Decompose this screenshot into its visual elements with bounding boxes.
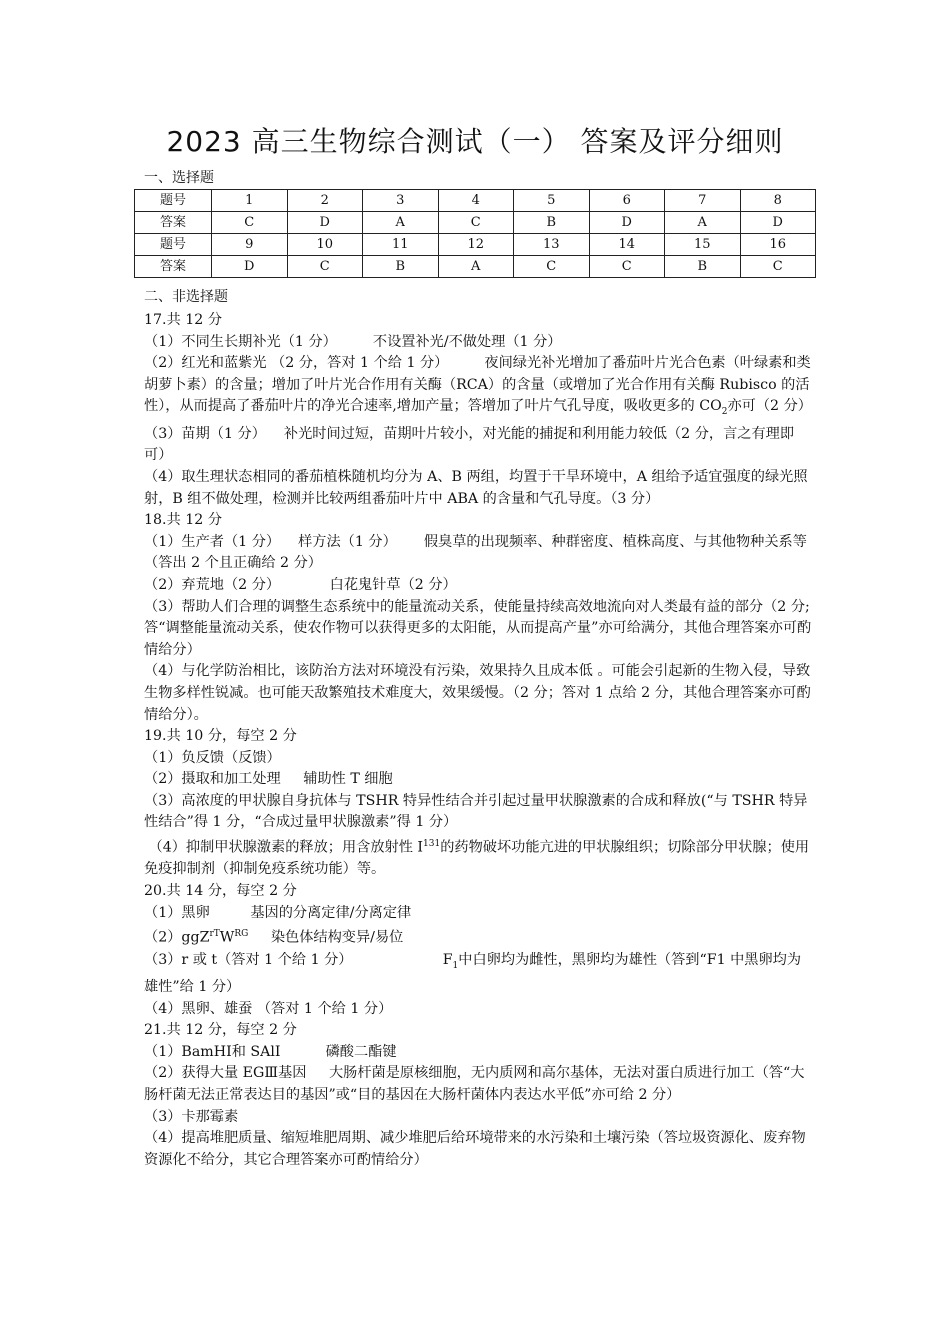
answer-table-cell: A — [363, 212, 439, 234]
answer-table-row — [135, 234, 816, 256]
page-title: 2023 高三生物综合测试（一） 答案及评分细则 — [166, 125, 784, 158]
answer-table-cell: D — [287, 212, 363, 234]
answer-table-cell: D — [212, 256, 288, 278]
q19-answer-2: （2）摄取和加工处理 辅助性 T 细胞 — [144, 771, 393, 788]
answer-table-cell: A — [438, 256, 514, 278]
q21-answer-2: （2）获得大量 EGⅢ基因 大肠杆菌是原核细胞，无内质网和高尔基体，无法对蛋白质进行加工（答“大肠杆菌无法正常表达目的基因”或“目的基因在大肠杆菌体内表达水平低”亦可给 2 分） — [144, 1065, 805, 1103]
answer-table-row-label: 题号 — [135, 234, 212, 256]
answer-table-cell: C — [287, 256, 363, 278]
q21-heading: 21.共 12 分，每空 2 分 — [144, 1022, 297, 1039]
q17-answer-4: （4）取生理状态相同的番茄植株随机均分为 A、B 两组，均置于干旱环境中，A 组给予适宜强度的绿光照射，B 组不做处理，检测并比较两组番茄叶片中 ABA 的含量和气孔导度。（3 分） — [144, 468, 808, 507]
answer-table-cell: 11 — [363, 234, 439, 256]
answer-table-row — [135, 212, 816, 234]
answer-table-cell: 12 — [438, 234, 514, 256]
answer-table-row-label: 题号 — [135, 190, 212, 212]
answer-table-row — [135, 256, 816, 278]
q19-answer-1: （1）负反馈（反馈） — [144, 749, 281, 766]
section-non-choice: 二、非选择题 — [144, 289, 228, 305]
q20-heading: 20.共 14 分，每空 2 分 — [144, 883, 297, 899]
q17-answer-1: （1）不同生长期补光（1 分） 不设置补光/不做处理（1 分） — [144, 333, 562, 350]
section-multiple-choice: 一、选择题 — [144, 170, 214, 186]
answer-table-cell: 2 — [287, 190, 363, 212]
answer-table-cell: C — [438, 212, 514, 234]
q17-heading: 17.共 12 分 — [144, 312, 223, 328]
answer-table-cell: C — [212, 212, 288, 234]
q19-answer-4: （4）抑制甲状腺激素的释放；用含放射性 $I^{131}$的药物破坏功能亢进的甲状腺组织；切除部分甲状腺；使用免疫抑制剂（抑制免疫系统功能）等。 — [144, 839, 810, 878]
answer-table-cell: C — [589, 256, 665, 278]
answer-table-cell: C — [514, 256, 590, 278]
q18-answer-3: （3）帮助人们合理的调整生态系统中的能量流动关系，使能量持续高效地流向对人类最有益的部分（2 分;答“调整能量流动关系，使农作物可以获得更多的太阳能，从而提高产量”亦可给满分，其他合理答案亦可酌情给分） — [144, 598, 812, 658]
answer-table-cell: B — [363, 256, 439, 278]
answers-body — [144, 310, 812, 1171]
q20-answer-2: $(2)ggZ^{rT}W^{RG}$ 染色体结构变异/易位 — [144, 929, 404, 946]
q20-answer-1: （1）黑卵 基因的分离定律/分离定律 — [144, 904, 412, 921]
q19-heading: 19.共 10 分，每空 2 分 — [144, 728, 297, 745]
answer-table-row-label: 答案 — [135, 256, 212, 278]
answer-table-cell: B — [514, 212, 590, 234]
q19-answer-3: （3）高浓度的甲状腺自身抗体与 TSHR 特异性结合并引起过量甲状腺激素的合成和释放(“与 TSHR 特异性结合”得 1 分，“合成过量甲状腺激素”得 1 分） — [144, 792, 808, 831]
q20-answer-4: （4）黑卵、雄蚕 （答对 1 个给 1 分） — [144, 1000, 393, 1017]
q18-heading: 18.共 12 分 — [144, 512, 223, 529]
q21-answer-1: （1）BamHⅠ和 SAlⅠ 磷酸二酯键 — [144, 1043, 397, 1060]
answer-table-cell: 5 — [514, 190, 590, 212]
answer-table-row — [135, 190, 816, 212]
answer-table-cell: 10 — [287, 234, 363, 256]
answer-table-cell: D — [589, 212, 665, 234]
q18-answer-1: （1）生产者（1 分） 样方法（1 分） 假臭草的出现频率、种群密度、植株高度、与其他物种关系等（答出 2 个且正确给 2 分） — [144, 533, 807, 572]
answer-table-cell: 9 — [212, 234, 288, 256]
q20-answer-3: （3）r 或 t（答对 1 个给 1 分） $F_1$中白卵均为雌性，黑卵均为雄性（答到“F1 中黑卵均为雄性”给 1 分） — [144, 951, 802, 995]
q18-answer-2: （2）弃荒地（2 分） 白花鬼针草（2 分） — [144, 576, 457, 593]
q21-answer-3: （3）卡那霉素 — [144, 1108, 239, 1125]
q17-answer-3: （3）苗期（1 分） 补光时间过短，苗期叶片较小，对光能的捕捉和利用能力较低（2 分，言之有理即可） — [144, 425, 795, 464]
answer-table — [134, 189, 816, 278]
q18-answer-4: （4）与化学防治相比，该防治方法对环境没有污染，效果持久且成本低 。可能会引起新的生物入侵，导致生物多样性锐减。也可能天敌繁殖技术难度大，效果缓慢。（2 分；答对 1 点给 2 分，其他合理答案亦可酌情给分）。 — [144, 663, 811, 723]
answer-table-cell: 3 — [363, 190, 439, 212]
answer-table-cell: 8 — [740, 190, 816, 212]
answer-table-row-label: 答案 — [135, 212, 212, 234]
answer-table-cell: 13 — [514, 234, 590, 256]
answer-table-cell: 16 — [740, 234, 816, 256]
answer-table-cell: A — [665, 212, 741, 234]
answer-table-cell: 4 — [438, 190, 514, 212]
answer-table-cell: 7 — [665, 190, 741, 212]
answer-table-cell: 14 — [589, 234, 665, 256]
q21-answer-4: （4）提高堆肥质量、缩短堆肥周期、减少堆肥后给环境带来的水污染和土壤污染（答垃圾资源化、废弃物资源化不给分，其它合理答案亦可酌情给分） — [144, 1130, 806, 1168]
answer-table-cell: 15 — [665, 234, 741, 256]
answer-table-cell: B — [665, 256, 741, 278]
answer-table-cell: D — [740, 212, 816, 234]
answer-table-cell: 1 — [212, 190, 288, 212]
answer-table-cell: C — [740, 256, 816, 278]
answer-table-cell: 6 — [589, 190, 665, 212]
q17-answer-2: （2）红光和蓝紫光 （2 分，答对 1 个给 1 分） 夜间绿光补光增加了番茄叶片光合色素（叶绿素和类胡萝卜素）的含量；增加了叶片光合作用有关酶（RCA）的含量（或增加了光合作用有关酶 Rubisco 的活性），从而提高了番茄叶片的净光合速率,增加产量；答增加了叶片气孔导度，吸收更多的 $CO_2$亦可（2 分） — [144, 355, 812, 418]
